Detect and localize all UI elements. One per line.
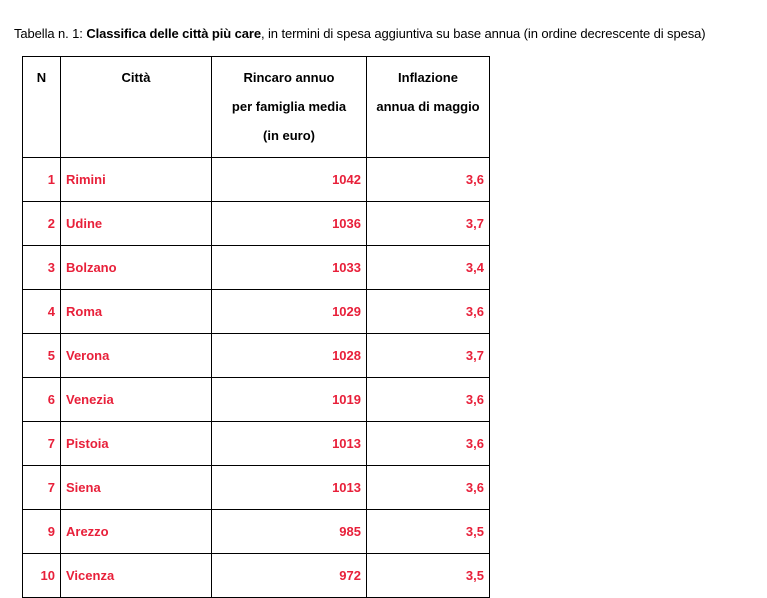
table-row — [23, 554, 490, 598]
cell-inflazione: 3,5 — [367, 554, 490, 598]
ranking-table — [22, 56, 490, 598]
cell-inflazione: 3,6 — [367, 158, 490, 202]
cell-rincaro: 1033 — [212, 246, 367, 290]
cell-rincaro: 1028 — [212, 334, 367, 378]
table-row — [23, 158, 490, 202]
cell-rank: 1 — [23, 158, 61, 202]
table-row — [23, 202, 490, 246]
table-row — [23, 510, 490, 554]
header-inflazione-line2: annua di maggio — [376, 99, 480, 114]
caption-prefix: Tabella n. 1: — [14, 26, 87, 41]
cell-rank: 7 — [23, 422, 61, 466]
cell-city: Arezzo — [61, 510, 212, 554]
cell-rincaro: 1013 — [212, 422, 367, 466]
header-rincaro-line2: per famiglia media — [231, 99, 347, 114]
table-caption — [14, 26, 705, 41]
cell-rincaro: 985 — [212, 510, 367, 554]
cell-city: Venezia — [61, 378, 212, 422]
cell-rincaro: 1036 — [212, 202, 367, 246]
header-city — [61, 57, 212, 158]
header-inflazione — [367, 57, 490, 158]
cell-city: Udine — [61, 202, 212, 246]
table-header-row — [23, 57, 490, 158]
cell-rank: 9 — [23, 510, 61, 554]
cell-city: Bolzano — [61, 246, 212, 290]
cell-rank: 3 — [23, 246, 61, 290]
cell-inflazione: 3,6 — [367, 290, 490, 334]
cell-city: Siena — [61, 466, 212, 510]
header-city-label: Città — [121, 70, 151, 85]
cell-city: Rimini — [61, 158, 212, 202]
table-row — [23, 290, 490, 334]
cell-rank: 2 — [23, 202, 61, 246]
table-row — [23, 422, 490, 466]
cell-rank: 6 — [23, 378, 61, 422]
cell-city: Roma — [61, 290, 212, 334]
caption-suffix: , in termini di spesa aggiuntiva su base annua (in ordine decrescente di spesa) — [260, 26, 706, 41]
cell-inflazione: 3,5 — [367, 510, 490, 554]
caption-title: Classifica delle città più care — [86, 26, 261, 41]
table-row — [23, 334, 490, 378]
header-n — [23, 57, 61, 158]
header-rincaro-line3: (in euro) — [263, 128, 315, 143]
cell-rank: 10 — [23, 554, 61, 598]
header-n-label: N — [36, 70, 47, 85]
cell-rank: 4 — [23, 290, 61, 334]
cell-rincaro: 1019 — [212, 378, 367, 422]
header-rincaro — [212, 57, 367, 158]
cell-rank: 7 — [23, 466, 61, 510]
cell-city: Verona — [61, 334, 212, 378]
cell-inflazione: 3,7 — [367, 334, 490, 378]
table-row — [23, 466, 490, 510]
header-inflazione-line1: Inflazione — [398, 70, 458, 85]
table-row — [23, 378, 490, 422]
cell-inflazione: 3,4 — [367, 246, 490, 290]
cell-inflazione: 3,7 — [367, 202, 490, 246]
cell-city: Pistoia — [61, 422, 212, 466]
cell-inflazione: 3,6 — [367, 422, 490, 466]
cell-rincaro: 1013 — [212, 466, 367, 510]
cell-inflazione: 3,6 — [367, 378, 490, 422]
cell-rank: 5 — [23, 334, 61, 378]
table-row — [23, 246, 490, 290]
cell-rincaro: 1029 — [212, 290, 367, 334]
cell-inflazione: 3,6 — [367, 466, 490, 510]
cell-rincaro: 972 — [212, 554, 367, 598]
cell-rincaro: 1042 — [212, 158, 367, 202]
cell-city: Vicenza — [61, 554, 212, 598]
header-rincaro-line1: Rincaro annuo — [243, 70, 335, 85]
